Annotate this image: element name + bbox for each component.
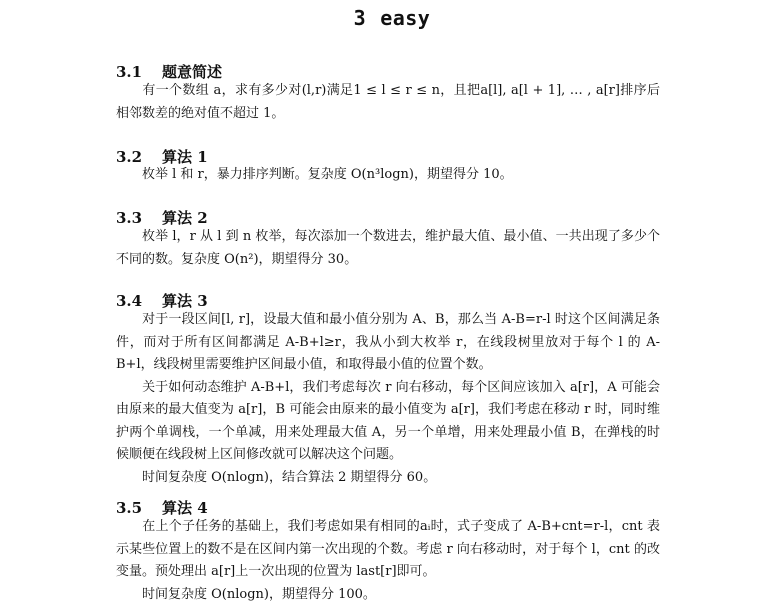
section-body-3-1 xyxy=(116,80,660,125)
section-title: 算法 4 xyxy=(162,499,208,517)
paragraph-text: 有一个数组 a，求有多少对(l,r)满足1 ≤ l ≤ r ≤ n，且把a[l], a[l + 1], … , a[r]排序后相邻数差的绝对值不超过 1。 xyxy=(116,83,660,121)
paragraph xyxy=(116,516,660,584)
section-body-3-3 xyxy=(116,226,660,271)
section-heading-3-4 xyxy=(116,290,208,311)
chapter-heading xyxy=(0,6,784,30)
paragraph xyxy=(116,309,660,377)
paragraph-text: 枚举 l，r 从 l 到 n 枚举，每次添加一个数进去，维护最大值、最小值、一共出现了多少个不同的数。复杂度 O(n²)，期望得分 30。 xyxy=(116,229,660,267)
paragraph-text: 枚举 l 和 r，暴力排序判断。复杂度 O(n³logn)，期望得分 10。 xyxy=(142,167,513,182)
paragraph-text: 对于一段区间[l, r]，设最大值和最小值分别为 A、B，那么当 A-B=r-l 时这个区间满足条件，而对于所有区间都满足 A-B+l≥r，我从小到大枚举 r，在线段树里放对于每个 l 的 A-B+l，线段树里需要维护区间最小值，和取得最小值的位置个数。 xyxy=(116,312,660,372)
section-number: 3.5 xyxy=(116,499,143,517)
paragraph-text: 时间复杂度 O(nlogn)，结合算法 2 期望得分 60。 xyxy=(142,469,437,485)
paragraph-text: 在上个子任务的基础上，我们考虑如果有相同的aᵢ时，式子变成了 A-B+cnt=r-l，cnt 表示某些位置上的数不是在区间内第一次出现的个数。考虑 r 向右移动时，对于每个 l，cnt 的改变量。预处理出 a[r]上一次出现的位置为 last[r]即可。 xyxy=(116,519,660,579)
section-title: 算法 2 xyxy=(162,209,208,227)
paragraph xyxy=(116,164,660,187)
section-number: 3.4 xyxy=(116,292,143,310)
section-title: 算法 1 xyxy=(162,148,208,166)
section-heading-3-1 xyxy=(116,61,222,82)
paragraph xyxy=(116,226,660,271)
section-title: 算法 3 xyxy=(162,292,208,310)
section-title: 题意简述 xyxy=(162,63,223,81)
paragraph xyxy=(116,584,660,607)
paragraph xyxy=(116,377,660,467)
section-body-3-5 xyxy=(116,516,660,606)
section-body-3-4 xyxy=(116,309,660,489)
section-number: 3.2 xyxy=(116,148,143,166)
section-number: 3.1 xyxy=(116,63,143,81)
chapter-title: easy xyxy=(380,6,431,30)
paragraph-text: 关于如何动态维护 A-B+l，我们考虑每次 r 向右移动，每个区间应该加入 a[r]，A 可能会由原来的最大值变为 a[r]，B 可能会由原来的最小值变为 a[r]，我们考虑在移动 r 时，同时维护两个单调栈，一个单减，用来处理最大值 A，另一个单增，用来处理最小值 B，在弹栈的时候顺便在线段树上区间修改就可以解决这个问题。 xyxy=(116,379,660,462)
section-number: 3.3 xyxy=(116,209,143,227)
section-heading-3-5 xyxy=(116,497,208,518)
paragraph xyxy=(116,467,660,490)
chapter-number: 3 xyxy=(353,6,367,30)
section-heading-3-3 xyxy=(116,207,208,228)
paragraph xyxy=(116,80,660,125)
paragraph-text: 时间复杂度 O(nlogn)，期望得分 100。 xyxy=(142,586,376,602)
section-body-3-2 xyxy=(116,164,660,187)
